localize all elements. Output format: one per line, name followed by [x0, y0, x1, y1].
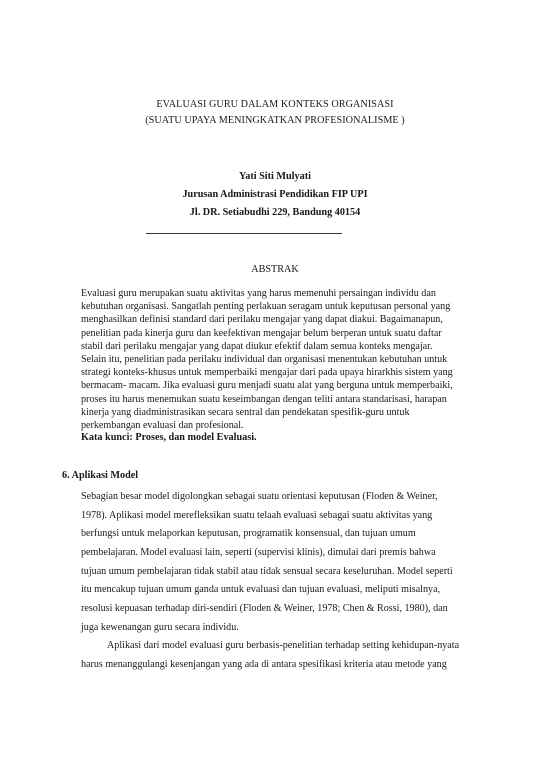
abstract-line: penelitian pada kinerja guru dan keefektivan mengajar belum berperan untuk suatu daftar [81, 327, 442, 339]
author-affiliation: Jurusan Administrasi Pendidikan FIP UPI [182, 189, 368, 200]
abstract-line: kinerja yang diadministrasikan secara sentral dan pendekatan spesifik-guru untuk [81, 406, 410, 418]
paragraph-line: juga kewenangan guru secara individu. [81, 621, 239, 633]
abstract-line: Evaluasi guru merupakan suatu aktivitas yang harus memenuhi persaingan individu dan [81, 288, 436, 299]
abstract-line: strategi konteks-khusus untuk memperbaiki mengajar dari pada upaya hirarkhis sistem yang [81, 367, 453, 379]
paragraph-line: pembelajaran. Model evaluasi lain, seperti (supervisi klinis), dimulai dari premis bahwa [81, 546, 436, 558]
paragraph-line: Sebagian besar model digolongkan sebagai suatu orientasi keputusan (Floden & Weiner, [81, 491, 438, 502]
paragraph-line: harus menanggulangi kesenjangan yang ada di antara spesifikasi kriteria atau metode yang [81, 658, 447, 670]
abstract-line: perkembangan evaluasi dan profesional. [81, 420, 244, 432]
paragraph-line: berfungsi untuk melaporkan keputusan, programatik konsensual, dan tujuan umum [81, 528, 416, 540]
section-body [81, 488, 491, 675]
abstract-line: menghasilkan definisi standard dari perilaku mengajar yang dapat diakui. Bagaimanapun, [81, 314, 443, 326]
abstract-line: Selain itu, penelitian pada perilaku individual dan organisasi menentukan kebutuhan untuk [81, 354, 448, 366]
paragraph-line: Aplikasi dari model evaluasi guru berbasis-penelitian terhadap setting kehidupan-nyata [107, 640, 460, 652]
paragraph-line: 1978). Aplikasi model merefleksikan suatu telaah evaluasi sebagai suatu aktivitas yang [81, 509, 433, 521]
abstract-body [81, 287, 481, 432]
paragraph-line: itu mencakup tujuan umum ganda untuk evaluasi dan tujuan evaluasi, meliputi misalnya, [81, 584, 441, 596]
abstract-line: proses itu harus menemukan suatu keseimbangan dengan teliti antara standarisasi, harapan [81, 393, 447, 405]
abstract-line: bermacam- macam. Jika evaluasi guru menjadi suatu alat yang berguna untuk memperbaiki, [81, 380, 453, 392]
abstract-heading: ABSTRAK [251, 264, 299, 275]
section-heading: 6. Aplikasi Model [62, 470, 139, 481]
abstract-line: stabil dari perilaku mengajar yang dapat diukur efektif dalam semua konteks mengajar. [81, 340, 433, 352]
author-address: Jl. DR. Setiabudhi 229, Bandung 40154 [189, 207, 361, 218]
document-title-line-1: EVALUASI GURU DALAM KONTEKS ORGANISASI [156, 99, 394, 110]
document-title-line-2: (SUATU UPAYA MENINGKATKAN PROFESIONALISME ) [145, 115, 405, 126]
abstract-keywords: Kata kunci: Proses, dan model Evaluasi. [81, 432, 257, 443]
author-name: Yati Siti Mulyati [239, 171, 311, 182]
separator-rule [146, 233, 342, 234]
paragraph-line: resolusi kepuasan terhadap diri-sendiri (Floden & Weiner, 1978; Chen & Rossi, 1980), dan [81, 602, 448, 614]
paragraph-line: tujuan umum pembelajaran tidak stabil atau tidak sensual secara keseluruhan. Model seperti [81, 565, 453, 577]
abstract-line: kebutuhan organisasi. Sangatlah penting perlakuan seragam untuk keputusan personal yang [81, 301, 451, 313]
